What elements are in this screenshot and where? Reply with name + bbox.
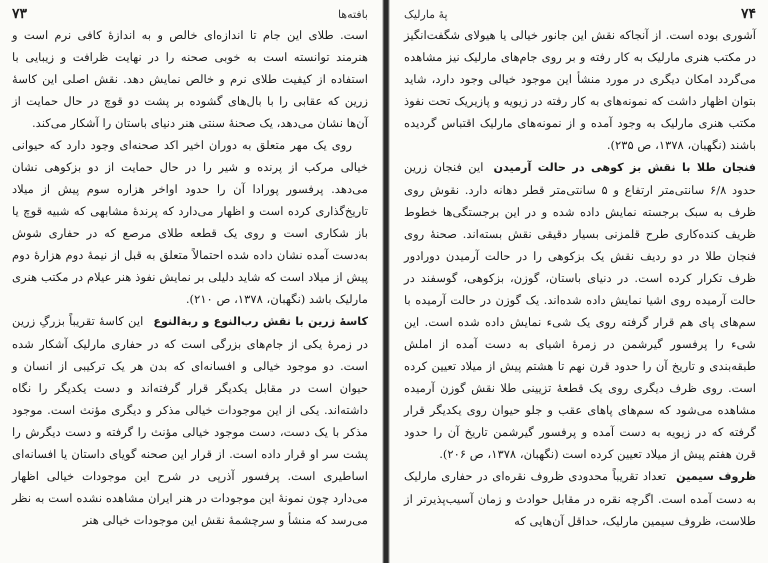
left-page [0, 0, 382, 563]
paragraph [404, 156, 756, 465]
paragraph-text: تعداد تقریباً محدودی ظروف نقره‌ای در حفاری مارلیک به دست آمده است. اگرچه نقره در مقابل حوادث و زمان آسیب‌پذیرتر از طلاست، ظروف سیمین مارلیک، حداقل آن‌هایی که [404, 469, 756, 528]
paragraph [12, 310, 368, 531]
paragraph-text: آشوری بوده است. از آنجاکه نقش این جانور خیالی یا هیولای شگفت‌انگیز در مکتب هنری مارلیک به کار رفته و بر روی جام‌های مارلیک نیز مشاهده می‌گردد امکان دیگری در مورد منشأ این موجود خیالی وجود دارد، شاید بتوان اظهار داشت که نمونه‌های به کار رفته در زیویه و پازیریک تحت نفوذ مکتب هنری مارلیک به وجود آمده و از نمونه‌های مارلیک اقتباس گردیده باشند (نگهبان، ۱۳۷۸، ص ۲۳۵). [404, 28, 756, 152]
section-heading: فنجان طلا با نقش بز کوهی در حالت آرمیدن [493, 161, 757, 174]
running-title: بافته‌ها [337, 8, 368, 21]
paragraph-text: این فنجان زرین حدود ۶/۸ سانتی‌متر ارتفاع و ۵ سانتی‌متر قطر دهانه دارد. نقوش روی ظرف به سبک برجسته نمایش داده شده و در این برجستگی‌ها خطوط ظریف کنده‌کاری طرح قلمزنی بسیار دقیقی نقش بسته‌اند. صحنهٔ روی فنجان طلا در دو ردیف نقش یک بزکوهی را در حالت آرمیدن دورادور ظرف تکرار کرده است. در دنیای باستان، گوزن، بزکوهی، گوسفند در حالت آرمیده روی اشیا نمایش داده شده‌اند. یک گوزن در حالت آرمیده با سم‌های پای هم قرار گرفته روی یک شیء نمایش داده شده است. این شیء را پرفسور گیرشمن در زمرهٔ اشیای به دست آمده از املش طبقه‌بندی و تاریخ آن را حدود قرن نهم تا هشتم پیش از میلاد تعیین کرده است. روی ظرف دیگری روی یک قطعهٔ تزیینی طلا نقش گوزن آرمیده مشاهده می‌شود که سم‌های پاهای عقب و جلو حیوان روی یکدیگر قرار گرفته که در زیویه به دست آمده و پرفسور گیرشمن تاریخ آن را حدود قرن هفتم پیش از میلاد تعیین کرده است (نگهبان، ۱۳۷۸، ص ۲۰۶). [404, 160, 757, 461]
right-page [390, 0, 768, 563]
paragraph-text: این کاسهٔ تقریباً بزرگِ زرین در زمرهٔ یکی از جام‌های بزرگی است که در حفاری مارلیک آشکار شده است. دو موجود خیالی و افسانه‌ای که بدن هر یک ترکیبی از انسان و حیوان است در مقابل یکدیگر قرار گرفته‌اند و دست یکدیگر را نگاه داشته‌اند. یکی از این موجودات خیالی مذکر و دیگری مؤنث است. موجود مذکر با یک دست، دست موجود خیالی مؤنث را گرفته و دست دیگرش را پشت سر او قرار داده است. از قرار این صحنه گویای داستان یا افسانه‌ای اساطیری است. پرفسور آذرپی در شرح این موجودات خیالی اظهار می‌دارد چون نمونهٔ این موجودات در هنر ایران مشاهده نشده است به نظر می‌رسد که منشأ و سرچشمهٔ نقش این موجودات خیالی هنر [12, 314, 368, 527]
paragraph-text: است. طلای این جام تا اندازه‌ای خالص و به اندازهٔ کافی نرم است و هنرمند توانسته است به خوبی صحنه را در نهایت ظرافت و زیبایی با استفاده از کیفیت طلای نرم و خالص نمایش دهد. نقش اصلی این کاسهٔ زرین که عقابی را با بال‌های گشوده بر پشت دو قوچ در حال حمایت از آن‌ها نشان می‌دهد، یک صحنهٔ سنتی هنر دنیای باستان را آشکار می‌کند. [12, 28, 368, 130]
paragraph [12, 134, 368, 310]
paragraph-text: روی یک مهر متعلق به دوران اخیر اکد صحنه‌ای وجود دارد که حیوانی خیالی مرکب از پرنده و شیر را در حال حمایت از دو بزکوهی نشان می‌دهد. پرفسور پورادا آن را حدود اواخر هزاره سوم پیش از میلاد تاریخ‌گذاری کرده است و اظهار می‌دارد که پرندهٔ مشابهی که شبیه قوچ یا باز شکاری است و روی یک قطعه طلای مرصع که در حفاری شوش به‌دست آمده نشان داده شده احتمالاً متعلق به قبل از نیمهٔ دوم هزارهٔ دوم پیش از میلاد است که شاید دلیلی بر نمایش نفوذ هنر عیلام در مکتب هنری مارلیک باشد (نگهبان، ۱۳۷۸، ص ۲۱۰). [12, 138, 368, 306]
right-page-header [404, 6, 756, 24]
paragraph [12, 24, 368, 134]
running-title: پهٔ مارلیک [404, 8, 448, 21]
section-heading: ظروف سیمین [676, 470, 757, 483]
page-number: ۷۴ [740, 6, 756, 22]
paragraph [404, 24, 756, 156]
book-gutter [382, 0, 390, 563]
left-page-header [12, 6, 368, 24]
paragraph [404, 465, 756, 532]
section-heading: کاسهٔ زرین با نقش رب‌النوع و ربة‌النوع [153, 315, 369, 328]
page-number: ۷۳ [12, 6, 28, 22]
